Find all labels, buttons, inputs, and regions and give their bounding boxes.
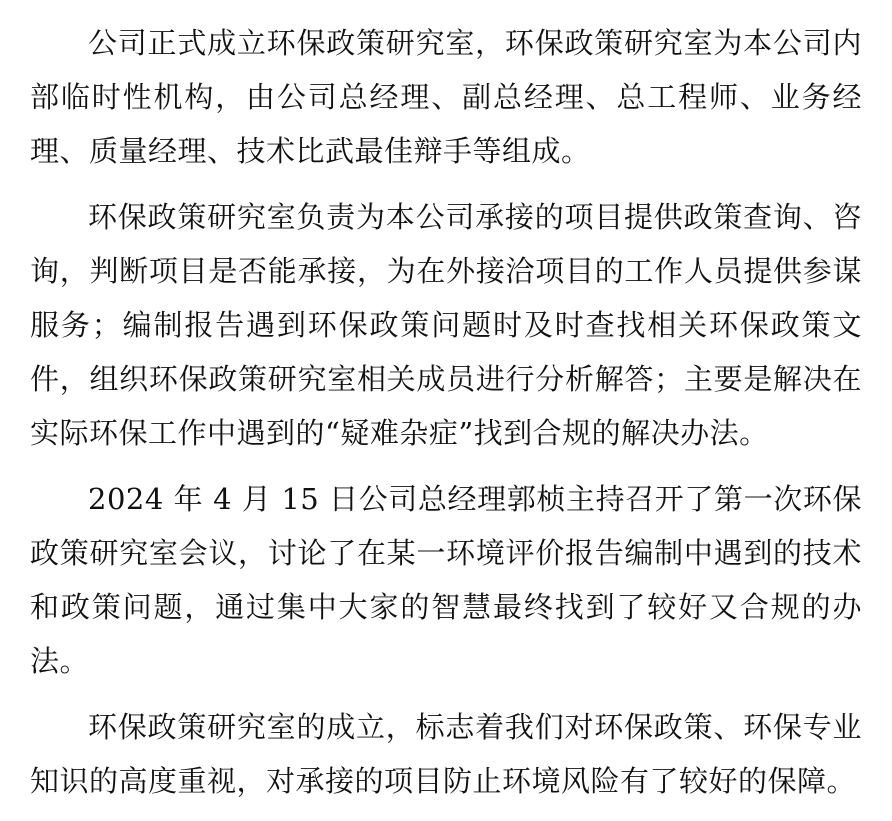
paragraph-responsibilities: 环保政策研究室负责为本公司承接的项目提供政策查询、咨询，判断项目是否能承接，为在外接洽项目的工作人员提供参谋服务；编制报告遇到环保政策问题时及时查找相关环保政策文件，组织环保政策研究室相关成员进行分析解答；主要是解决在实际环保工作中遇到的“疑难杂症”找到合规的解决办法。 bbox=[30, 200, 862, 450]
paragraph-significance: 环保政策研究室的成立，标志着我们对环保政策、环保专业知识的高度重视，对承接的项目防止环境风险有了较好的保障。 bbox=[30, 710, 862, 798]
paragraph-establishment: 公司正式成立环保政策研究室，环保政策研究室为本公司内部临时性机构，由公司总经理、副总经理、总工程师、业务经理、质量经理、技术比武最佳辩手等组成。 bbox=[30, 26, 862, 168]
paragraph-first-meeting: 2024 年 4 月 15 日公司总经理郭桢主持召开了第一次环保政策研究室会议，讨论了在某一环境评价报告编制中遇到的技术和政策问题，通过集中大家的智慧最终找到了较好又合规的办法。 bbox=[30, 482, 862, 678]
